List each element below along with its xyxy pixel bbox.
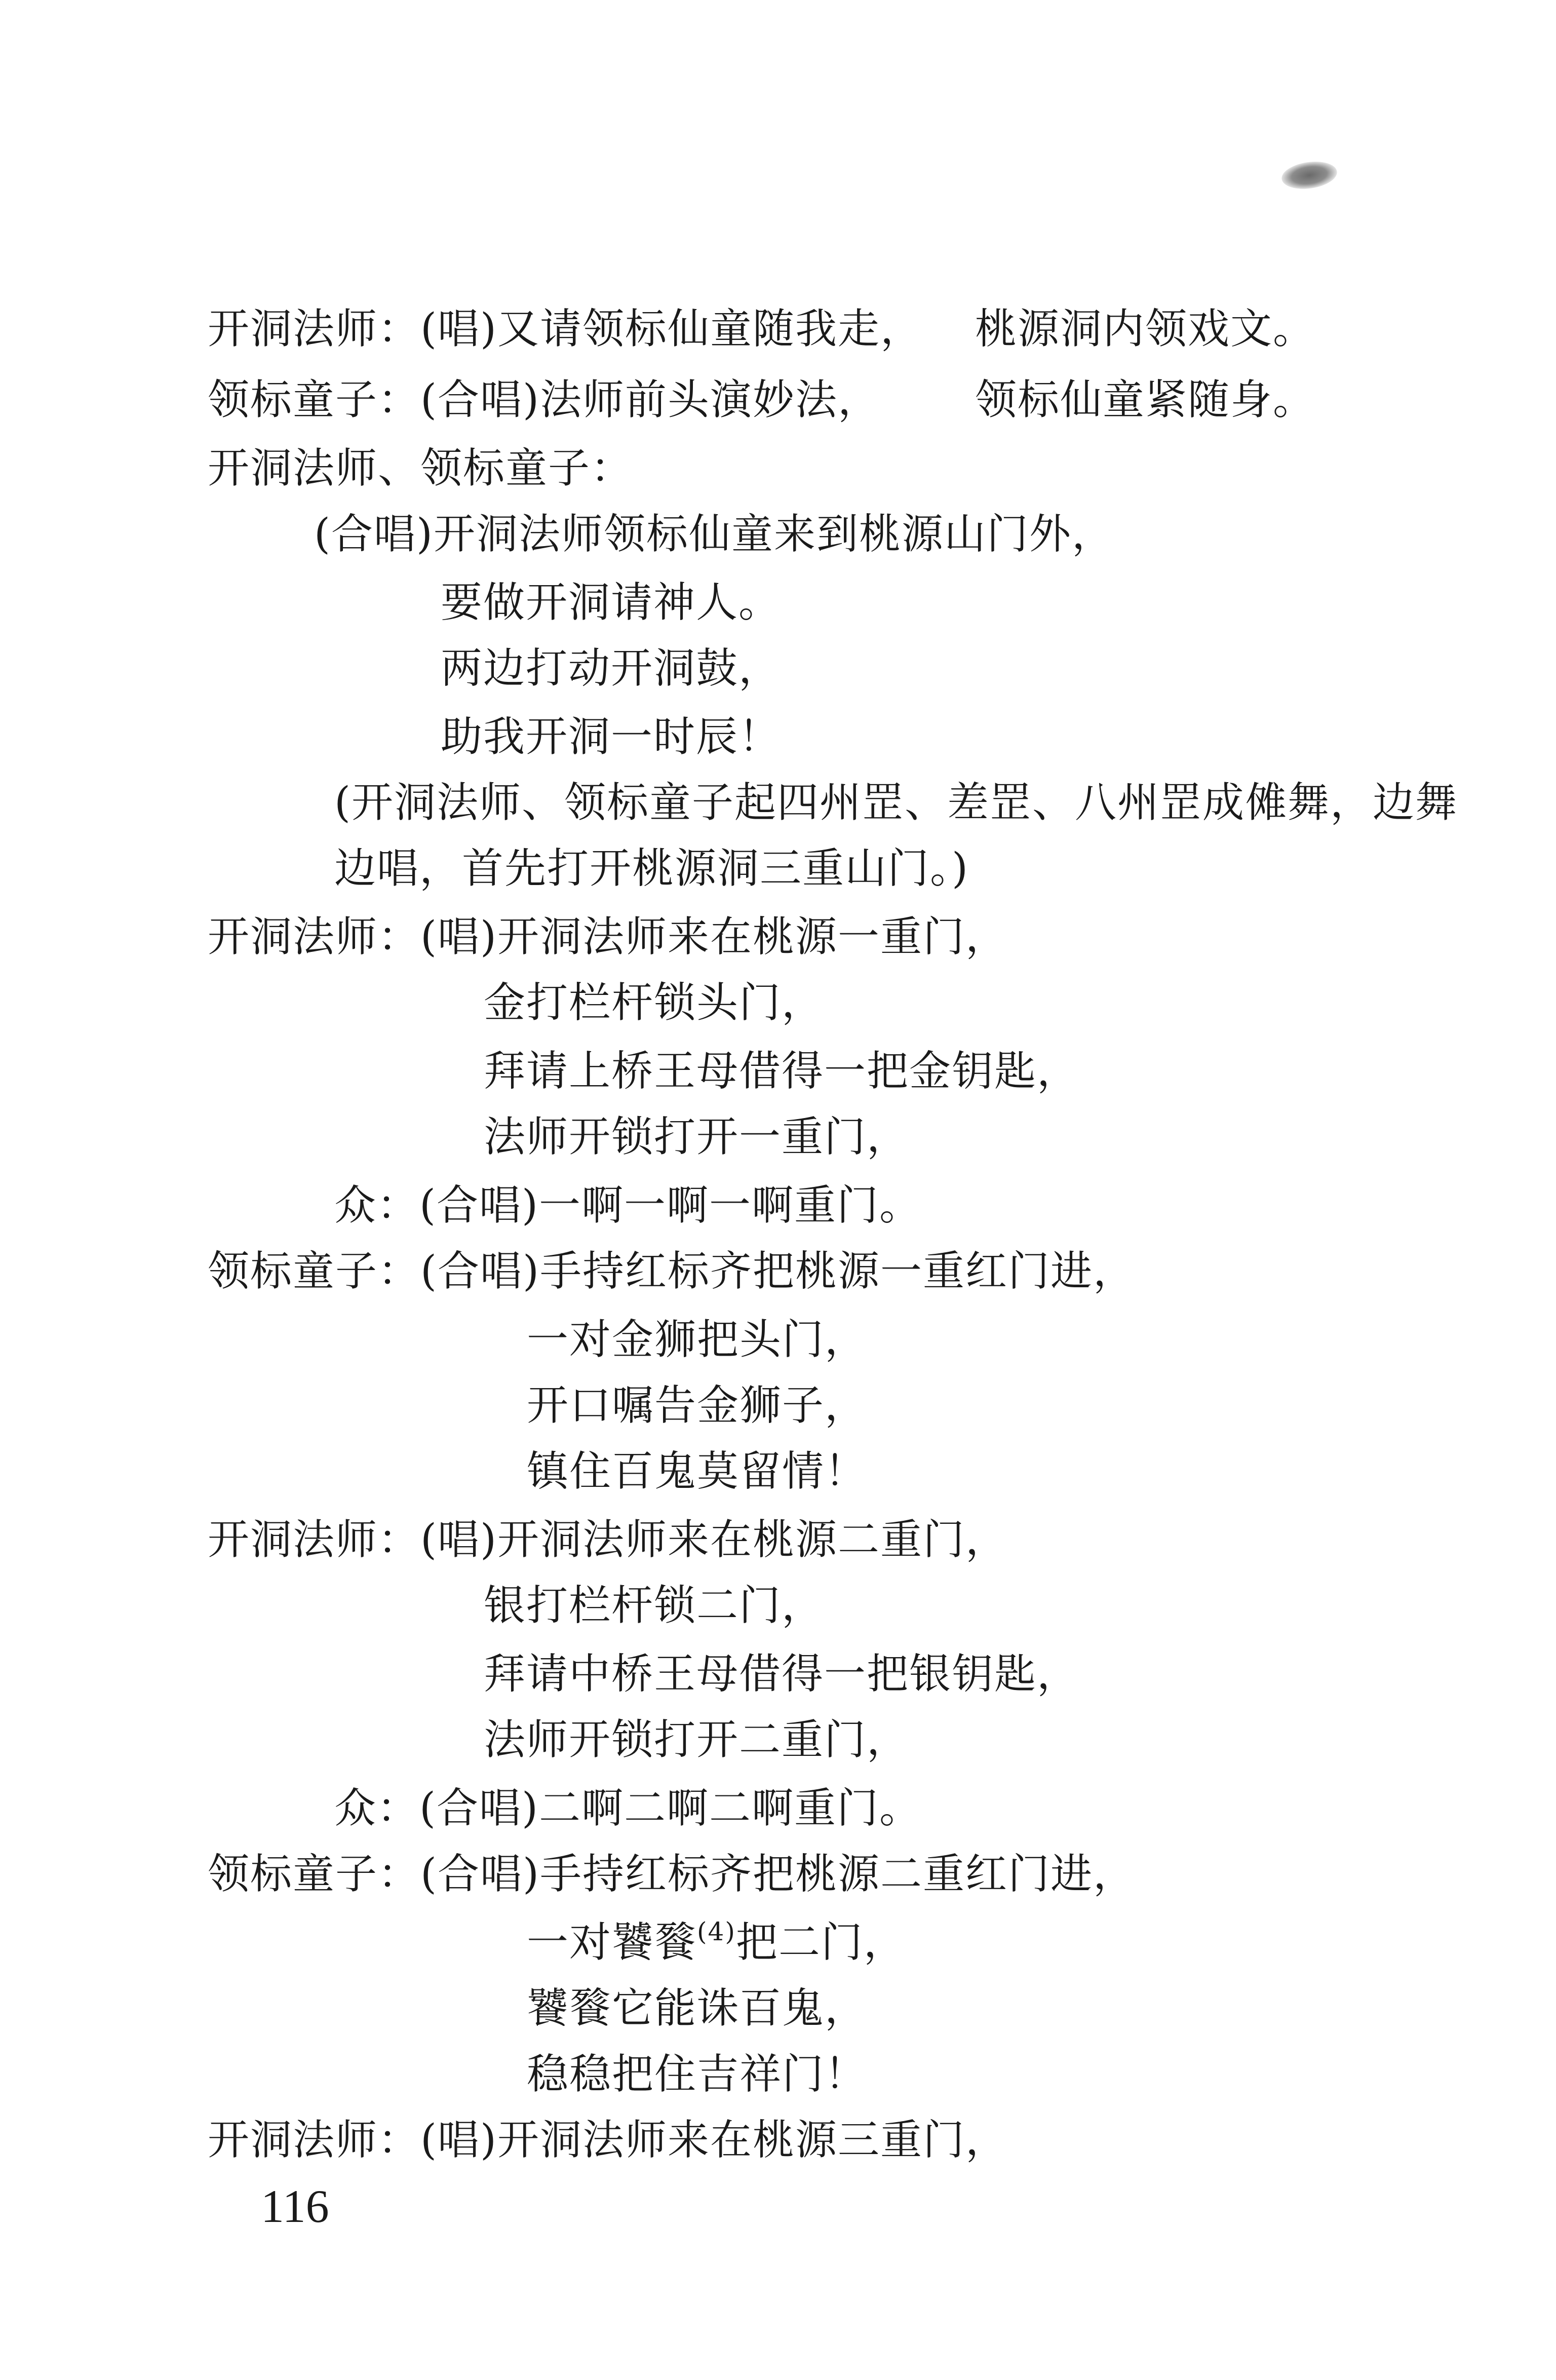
text-line: 稳稳把住吉祥门！ <box>527 2050 868 2098</box>
text-line: 拜请中桥王母借得一把银钥匙， <box>484 1650 1080 1698</box>
text-line: 领标仙童紧随身。 <box>975 376 1316 424</box>
text-line: 领标童子：(合唱)手持红标齐把桃源二重红门进， <box>208 1850 1136 1898</box>
text-line: 金打栏杆锁头门， <box>484 979 825 1027</box>
text-line: 领标童子：(合唱)手持红标齐把桃源一重红门进， <box>208 1247 1136 1295</box>
footnote-marker: (4) <box>697 1916 736 1946</box>
text-line: 开洞法师：(唱)又请领标仙童随我走， <box>208 305 923 353</box>
text-line: 领标童子：(合唱)法师前头演妙法， <box>208 376 880 424</box>
text-line: 开口嘱告金狮子， <box>527 1381 868 1430</box>
text-line: 众：(合唱)一啊一啊一啊重门。 <box>334 1181 922 1230</box>
text-line: 桃源洞内领戏文。 <box>975 305 1316 353</box>
text-line: (开洞法师、领标童子起四州罡、差罡、八州罡成傩舞，边舞 <box>334 779 1458 827</box>
text-line: 边唱，首先打开桃源洞三重山门。) <box>334 844 969 893</box>
text-line: 要做开洞请神人。 <box>441 579 782 627</box>
text-line: 饕餮它能诛百鬼， <box>527 1984 868 2032</box>
text-line: 银打栏杆锁二门， <box>484 1582 825 1630</box>
text-line: 开洞法师：(唱)开洞法师来在桃源三重门， <box>208 2116 1008 2164</box>
text-line: 拜请上桥王母借得一把金钥匙， <box>484 1047 1080 1095</box>
text-line: 助我开洞一时辰！ <box>441 713 782 761</box>
ink-smudge <box>1280 159 1339 193</box>
page-number: 116 <box>261 2180 329 2232</box>
text-line: 两边打动开洞鼓， <box>441 644 782 693</box>
text-line: (合唱)开洞法师领标仙童来到桃源山门外， <box>314 510 1114 558</box>
text-line: 开洞法师、领标童子： <box>208 444 634 492</box>
text-line: 开洞法师：(唱)开洞法师来在桃源二重门， <box>208 1516 1008 1564</box>
text-line: 众：(合唱)二啊二啊二啊重门。 <box>334 1784 922 1832</box>
text-line: 开洞法师：(唱)开洞法师来在桃源一重门， <box>208 913 1008 961</box>
text-line: 法师开锁打开一重门， <box>484 1113 910 1161</box>
text-line: 法师开锁打开二重门， <box>484 1716 910 1764</box>
text-line: 一对饕餮$^{(4)}$把二门， <box>527 1916 906 1967</box>
text-line: 镇住百鬼莫留情！ <box>527 1447 868 1495</box>
text-line: 一对金狮把头门， <box>527 1316 868 1364</box>
